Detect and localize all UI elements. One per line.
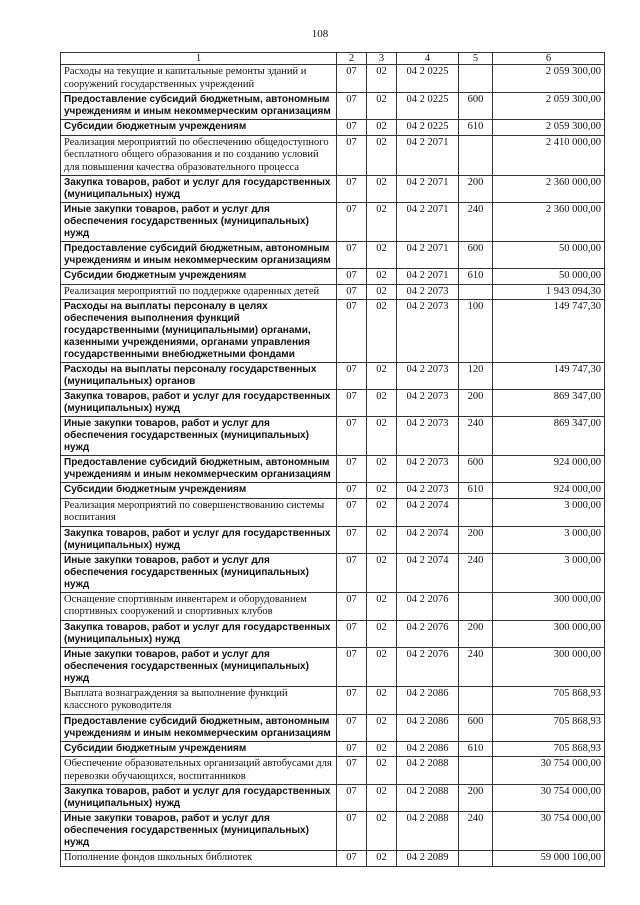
row-subsection: 02 [367,284,397,300]
row-expense-type [459,757,493,785]
row-subsection: 02 [367,498,397,526]
row-amount: 3 000,00 [493,553,605,592]
row-subsection: 02 [367,757,397,785]
row-expense-type [459,65,493,93]
row-section: 07 [337,363,367,390]
row-expense-type: 600 [459,456,493,483]
row-section: 07 [337,203,367,242]
row-section: 07 [337,620,367,647]
row-expense-type [459,592,493,620]
row-subsection: 02 [367,483,397,499]
table-header [61,53,605,65]
row-target-code: 04 2 2088 [397,785,459,812]
row-name: Закупка товаров, работ и услуг для государственных (муниципальных) нужд [61,526,337,553]
row-section: 07 [337,284,367,300]
row-amount: 300 000,00 [493,647,605,686]
row-expense-type: 610 [459,120,493,136]
row-subsection: 02 [367,851,397,867]
row-target-code: 04 2 2073 [397,390,459,417]
row-name: Расходы на выплаты персоналу в целях обеспечения выполнения функций государственными (муниципальными) органами, казенными учреждениями, органами управления государственными внебюджетными фондами [61,300,337,363]
row-expense-type [459,851,493,867]
row-amount: 50 000,00 [493,269,605,285]
table-row [61,526,605,553]
row-target-code: 04 2 2074 [397,498,459,526]
row-name: Реализация мероприятий по совершенствованию системы воспитания [61,498,337,526]
row-target-code: 04 2 0225 [397,93,459,120]
row-name: Иные закупки товаров, работ и услуг для обеспечения государственных (муниципальных) нужд [61,647,337,686]
row-section: 07 [337,526,367,553]
row-expense-type: 600 [459,242,493,269]
row-subsection: 02 [367,785,397,812]
row-target-code: 04 2 2086 [397,741,459,757]
header-col-4: 4 [397,53,459,65]
budget-table [60,52,605,867]
row-subsection: 02 [367,714,397,741]
row-subsection: 02 [367,93,397,120]
row-name: Реализация мероприятий по обеспечению общедоступного бесплатного общего образования и по созданию условий для повышения качества образовательного процесса [61,135,337,176]
row-section: 07 [337,714,367,741]
table-row [61,686,605,714]
row-section: 07 [337,741,367,757]
row-amount: 59 000 100,00 [493,851,605,867]
table-row [61,65,605,93]
row-expense-type: 600 [459,714,493,741]
row-target-code: 04 2 2086 [397,686,459,714]
row-target-code: 04 2 2073 [397,363,459,390]
row-expense-type: 240 [459,812,493,851]
row-name: Предоставление субсидий бюджетным, автономным учреждениям и иным некоммерческим организациям [61,456,337,483]
header-row [61,53,605,65]
row-amount: 924 000,00 [493,483,605,499]
row-section: 07 [337,300,367,363]
row-expense-type: 200 [459,620,493,647]
row-section: 07 [337,483,367,499]
row-section: 07 [337,647,367,686]
row-subsection: 02 [367,363,397,390]
row-subsection: 02 [367,65,397,93]
row-section: 07 [337,269,367,285]
row-amount: 30 754 000,00 [493,785,605,812]
table-row [61,203,605,242]
row-amount: 3 000,00 [493,526,605,553]
row-section: 07 [337,120,367,136]
row-target-code: 04 2 2076 [397,647,459,686]
row-expense-type [459,498,493,526]
table-row [61,553,605,592]
row-target-code: 04 2 2073 [397,284,459,300]
row-target-code: 04 2 0225 [397,65,459,93]
row-expense-type: 240 [459,203,493,242]
row-section: 07 [337,553,367,592]
header-col-3: 3 [367,53,397,65]
row-target-code: 04 2 2071 [397,269,459,285]
row-name: Оснащение спортивным инвентарем и оборудованием спортивных сооружений и спортивных клубов [61,592,337,620]
row-amount: 2 059 300,00 [493,120,605,136]
row-target-code: 04 2 2089 [397,851,459,867]
row-subsection: 02 [367,269,397,285]
row-amount: 2 059 300,00 [493,65,605,93]
row-section: 07 [337,417,367,456]
row-expense-type [459,135,493,176]
row-amount: 149 747,30 [493,300,605,363]
table-row [61,269,605,285]
row-expense-type: 240 [459,553,493,592]
row-name: Субсидии бюджетным учреждениям [61,741,337,757]
row-target-code: 04 2 2076 [397,620,459,647]
row-name: Предоставление субсидий бюджетным, автономным учреждениям и иным некоммерческим организациям [61,242,337,269]
row-target-code: 04 2 2073 [397,456,459,483]
header-col-5: 5 [459,53,493,65]
row-section: 07 [337,498,367,526]
row-target-code: 04 2 2071 [397,203,459,242]
row-name: Обеспечение образовательных организаций автобусами для перевозки обучающихся, воспитанников [61,757,337,785]
row-name: Иные закупки товаров, работ и услуг для обеспечения государственных (муниципальных) нужд [61,417,337,456]
row-amount: 705 868,93 [493,741,605,757]
row-subsection: 02 [367,300,397,363]
row-subsection: 02 [367,203,397,242]
row-expense-type: 610 [459,741,493,757]
table-row [61,741,605,757]
row-name: Расходы на выплаты персоналу государственных (муниципальных) органов [61,363,337,390]
table-row [61,93,605,120]
row-amount: 2 410 000,00 [493,135,605,176]
row-amount: 869 347,00 [493,390,605,417]
table-row [61,757,605,785]
row-expense-type: 100 [459,300,493,363]
table-row [61,300,605,363]
row-name: Субсидии бюджетным учреждениям [61,483,337,499]
row-subsection: 02 [367,417,397,456]
row-expense-type: 200 [459,176,493,203]
table-row [61,176,605,203]
row-section: 07 [337,65,367,93]
row-section: 07 [337,592,367,620]
table-row [61,498,605,526]
row-target-code: 04 2 2073 [397,483,459,499]
header-col-2: 2 [337,53,367,65]
header-col-1: 1 [61,53,337,65]
row-subsection: 02 [367,526,397,553]
row-amount: 2 360 000,00 [493,176,605,203]
row-expense-type: 610 [459,483,493,499]
row-subsection: 02 [367,120,397,136]
table-row [61,363,605,390]
table-row [61,647,605,686]
row-section: 07 [337,176,367,203]
row-section: 07 [337,812,367,851]
row-name: Субсидии бюджетным учреждениям [61,120,337,136]
table-row [61,812,605,851]
row-subsection: 02 [367,135,397,176]
row-section: 07 [337,456,367,483]
row-amount: 30 754 000,00 [493,812,605,851]
row-target-code: 04 2 2071 [397,176,459,203]
table-row [61,284,605,300]
row-name: Иные закупки товаров, работ и услуг для обеспечения государственных (муниципальных) нужд [61,203,337,242]
row-name: Субсидии бюджетным учреждениям [61,269,337,285]
row-target-code: 04 2 2073 [397,300,459,363]
row-target-code: 04 2 2074 [397,553,459,592]
row-subsection: 02 [367,242,397,269]
row-expense-type: 600 [459,93,493,120]
row-subsection: 02 [367,647,397,686]
table-row [61,785,605,812]
row-expense-type: 610 [459,269,493,285]
row-amount: 1 943 094,30 [493,284,605,300]
row-target-code: 04 2 2088 [397,757,459,785]
row-name: Выплата вознаграждения за выполнение функций классного руководителя [61,686,337,714]
row-expense-type: 240 [459,417,493,456]
row-amount: 705 868,93 [493,714,605,741]
header-col-6: 6 [493,53,605,65]
table-row [61,390,605,417]
row-expense-type: 240 [459,647,493,686]
row-name: Пополнение фондов школьных библиотек [61,851,337,867]
row-amount: 3 000,00 [493,498,605,526]
row-name: Расходы на текущие и капитальные ремонты зданий и сооружений государственных учреждений [61,65,337,93]
row-subsection: 02 [367,176,397,203]
row-name: Реализация мероприятий по поддержке одаренных детей [61,284,337,300]
row-amount: 869 347,00 [493,417,605,456]
row-expense-type [459,686,493,714]
row-subsection: 02 [367,592,397,620]
row-section: 07 [337,851,367,867]
row-amount: 300 000,00 [493,592,605,620]
row-amount: 924 000,00 [493,456,605,483]
row-target-code: 04 2 2076 [397,592,459,620]
row-section: 07 [337,785,367,812]
row-name: Предоставление субсидий бюджетным, автономным учреждениям и иным некоммерческим организациям [61,93,337,120]
row-amount: 50 000,00 [493,242,605,269]
table-row [61,620,605,647]
row-subsection: 02 [367,553,397,592]
table-row [61,242,605,269]
row-amount: 2 059 300,00 [493,93,605,120]
row-expense-type: 120 [459,363,493,390]
table-row [61,483,605,499]
row-subsection: 02 [367,620,397,647]
row-subsection: 02 [367,456,397,483]
row-expense-type: 200 [459,526,493,553]
row-name: Закупка товаров, работ и услуг для государственных (муниципальных) нужд [61,785,337,812]
row-name: Иные закупки товаров, работ и услуг для обеспечения государственных (муниципальных) нужд [61,812,337,851]
row-amount: 2 360 000,00 [493,203,605,242]
row-target-code: 04 2 2074 [397,526,459,553]
row-amount: 300 000,00 [493,620,605,647]
row-amount: 705 868,93 [493,686,605,714]
row-target-code: 04 2 2073 [397,417,459,456]
row-target-code: 04 2 0225 [397,120,459,136]
row-name: Иные закупки товаров, работ и услуг для обеспечения государственных (муниципальных) нужд [61,553,337,592]
table-row [61,714,605,741]
table-row [61,120,605,136]
table-row [61,851,605,867]
row-name: Предоставление субсидий бюджетным, автономным учреждениям и иным некоммерческим организациям [61,714,337,741]
row-section: 07 [337,757,367,785]
row-subsection: 02 [367,812,397,851]
row-name: Закупка товаров, работ и услуг для государственных (муниципальных) нужд [61,620,337,647]
table-row [61,592,605,620]
row-section: 07 [337,242,367,269]
row-target-code: 04 2 2071 [397,242,459,269]
table-row [61,417,605,456]
row-target-code: 04 2 2071 [397,135,459,176]
row-name: Закупка товаров, работ и услуг для государственных (муниципальных) нужд [61,176,337,203]
row-amount: 30 754 000,00 [493,757,605,785]
row-target-code: 04 2 2088 [397,812,459,851]
page-number: 108 [311,28,329,40]
row-section: 07 [337,135,367,176]
table-row [61,456,605,483]
row-name: Закупка товаров, работ и услуг для государственных (муниципальных) нужд [61,390,337,417]
row-section: 07 [337,686,367,714]
row-subsection: 02 [367,686,397,714]
row-section: 07 [337,93,367,120]
row-expense-type: 200 [459,390,493,417]
row-subsection: 02 [367,390,397,417]
row-subsection: 02 [367,741,397,757]
row-expense-type [459,284,493,300]
row-expense-type: 200 [459,785,493,812]
table-body [61,65,605,867]
row-section: 07 [337,390,367,417]
row-target-code: 04 2 2086 [397,714,459,741]
row-amount: 149 747,30 [493,363,605,390]
table-row [61,135,605,176]
